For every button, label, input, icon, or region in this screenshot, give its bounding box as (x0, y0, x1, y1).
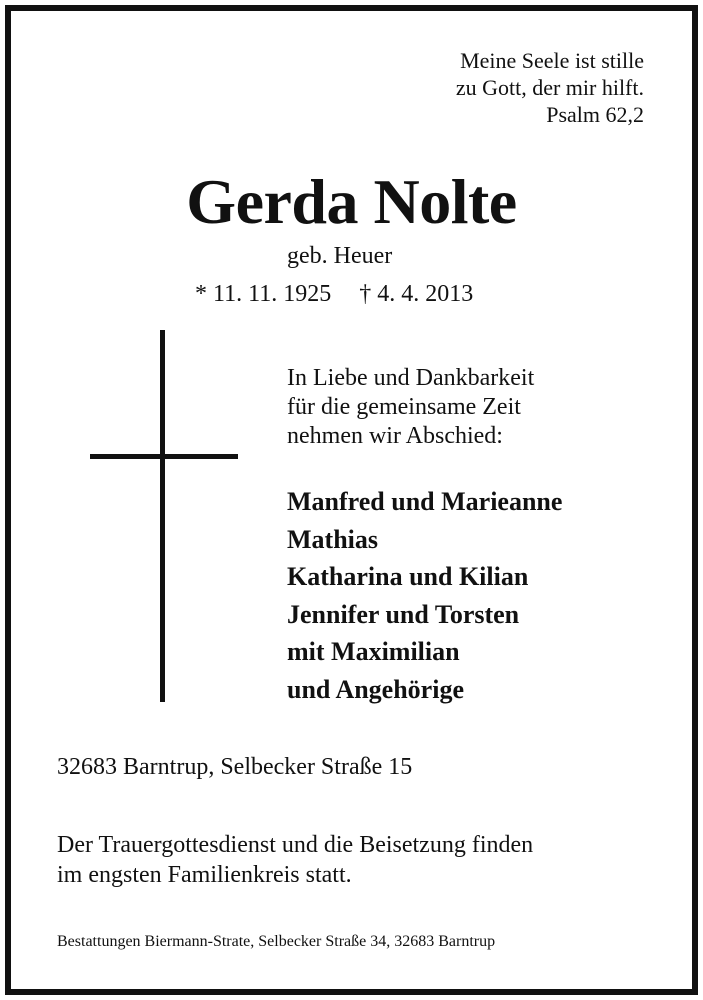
cross-icon (160, 330, 165, 702)
undertaker-info: Bestattungen Biermann-Strate, Selbecker Straße 34, 32683 Barntrup (57, 933, 496, 950)
mourner: Manfred und Marieanne (287, 487, 563, 516)
maiden-name: geb. Heuer (287, 243, 393, 269)
mourner: Katharina und Kilian (287, 562, 529, 591)
psalm-line: Meine Seele ist stille (460, 48, 644, 73)
mourner: Mathias (287, 524, 378, 554)
psalm-reference: Psalm 62,2 (546, 102, 644, 127)
farewell-text (287, 364, 534, 451)
cross-icon-bar (90, 454, 238, 459)
service-note (57, 830, 533, 890)
family-address: 32683 Barntrup, Selbecker Straße 15 (57, 754, 413, 780)
mourner: und Angehörige (287, 674, 464, 704)
mourner: Jennifer und Torsten (287, 599, 520, 629)
service-line: im engsten Familienkreis statt. (57, 862, 352, 888)
mourners-list (287, 483, 562, 708)
psalm-quote (456, 47, 644, 128)
deceased-name: Gerda Nolte (186, 166, 517, 237)
mourner: mit Maximilian (287, 637, 460, 666)
psalm-line: zu Gott, der mir hilft. (455, 75, 644, 100)
farewell-line: für die gemeinsame Zeit (287, 394, 521, 420)
life-dates (195, 279, 473, 309)
service-line: Der Trauergottesdienst und die Beisetzung finden (57, 832, 534, 858)
birth-date: * 11. 11. 1925 (195, 281, 332, 307)
farewell-line: In Liebe und Dankbarkeit (287, 365, 535, 391)
death-date: † 4. 4. 2013 (359, 281, 474, 307)
farewell-line: nehmen wir Abschied: (287, 423, 503, 449)
